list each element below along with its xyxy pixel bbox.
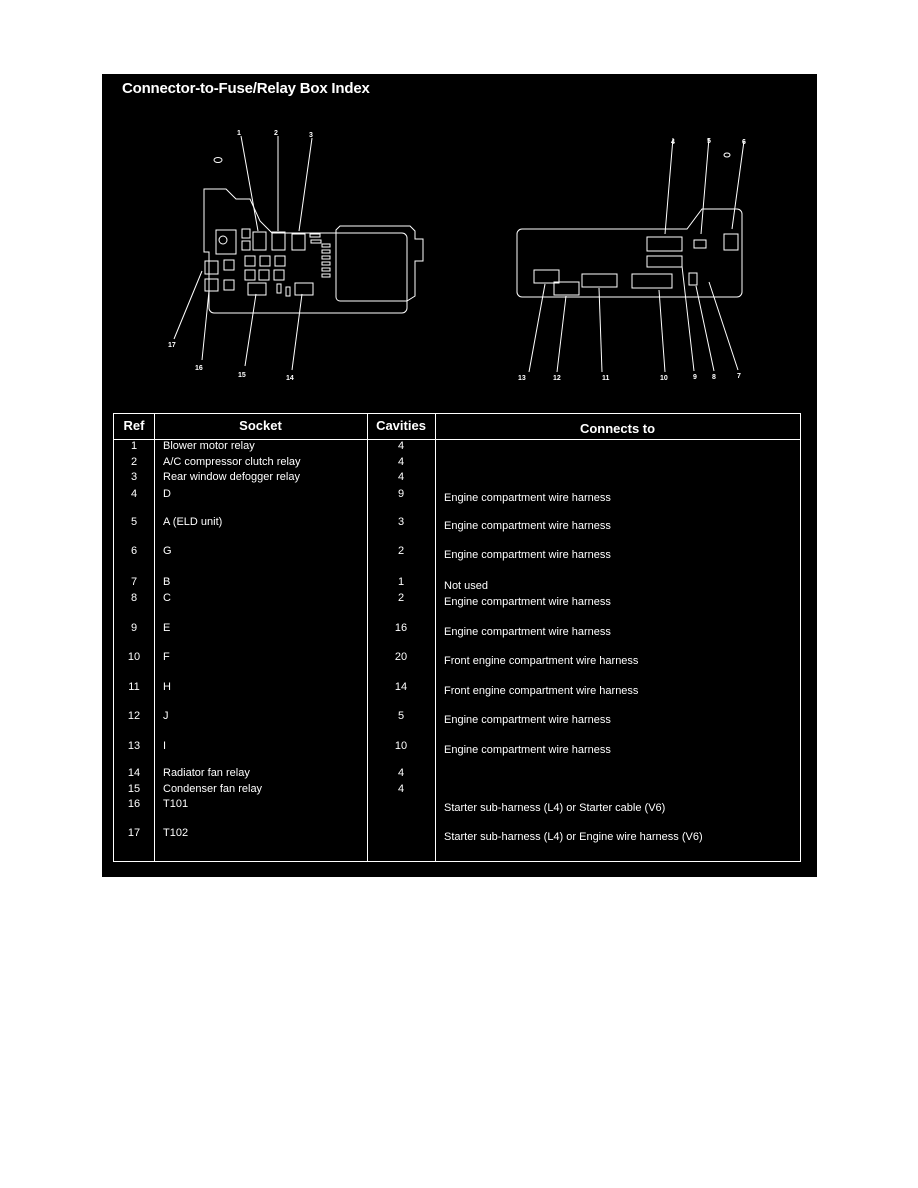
connects-to-cell: Engine compartment wire harness (444, 596, 611, 608)
callout-label: 13 (518, 375, 526, 382)
ref-cell: 17 (127, 827, 141, 839)
socket-cell: J (163, 710, 169, 722)
socket-cell: Radiator fan relay (163, 767, 250, 779)
connects-to-cell: Engine compartment wire harness (444, 549, 611, 561)
socket-cell: C (163, 592, 171, 604)
ref-cell: 2 (130, 456, 138, 468)
callout-label: 7 (737, 373, 741, 380)
callout-label: 9 (693, 374, 697, 381)
socket-cell: H (163, 681, 171, 693)
fuse-relay-index-panel (102, 74, 817, 877)
table-row (114, 710, 800, 724)
header-cavities: Cavities (376, 418, 426, 433)
ref-cell: 15 (127, 783, 141, 795)
table-row (114, 798, 800, 812)
ref-cell: 9 (130, 622, 138, 634)
ref-cell: 1 (130, 440, 138, 452)
table-row (114, 592, 800, 606)
ref-cell: 3 (130, 471, 138, 483)
table-row (114, 488, 800, 502)
connector-index-table (113, 413, 801, 862)
header-connects-to: Connects to (579, 421, 656, 436)
ref-cell: 16 (127, 798, 141, 810)
table-row (114, 651, 800, 665)
callout-label: 2 (274, 130, 278, 137)
cavities-cell: 2 (397, 545, 405, 557)
callout-label: 6 (742, 139, 746, 146)
ref-cell: 10 (127, 651, 141, 663)
ref-cell: 12 (127, 710, 141, 722)
cavities-cell: 9 (397, 488, 405, 500)
table-row (114, 576, 800, 590)
callout-label: 12 (553, 375, 561, 382)
socket-cell: T101 (163, 798, 189, 810)
cavities-cell: 14 (394, 681, 408, 693)
connects-to-cell: Not used (444, 580, 489, 592)
connects-to-cell: Engine compartment wire harness (444, 520, 611, 532)
callout-label: 1 (237, 130, 241, 137)
socket-cell: Rear window defogger relay (163, 471, 300, 483)
fuse-box-diagram (102, 74, 817, 404)
table-row (114, 783, 800, 797)
callout-label: 14 (286, 375, 294, 382)
ref-cell: 11 (128, 681, 140, 693)
cavities-cell: 4 (397, 783, 405, 795)
cavities-cell: 4 (397, 440, 405, 452)
ref-cell: 6 (130, 545, 138, 557)
connects-to-cell: Engine compartment wire harness (444, 714, 611, 726)
table-row (114, 456, 800, 470)
callout-label: 17 (168, 342, 176, 349)
socket-cell: A/C compressor clutch relay (163, 456, 301, 468)
connects-to-cell: Engine compartment wire harness (444, 492, 611, 504)
left-fuse-box-drawing (204, 158, 423, 314)
table-row (114, 767, 800, 781)
ref-cell: 13 (127, 740, 141, 752)
connects-to-cell: Engine compartment wire harness (444, 744, 611, 756)
socket-cell: D (163, 488, 171, 500)
connects-to-cell: Engine compartment wire harness (444, 626, 611, 638)
socket-cell: Blower motor relay (163, 440, 255, 452)
cavities-cell: 4 (397, 767, 405, 779)
ref-cell: 5 (130, 516, 138, 528)
table-row (114, 622, 800, 636)
ref-cell: 7 (130, 576, 138, 588)
connects-to-cell: Starter sub-harness (L4) or Engine wire harness (V6) (444, 831, 703, 843)
socket-cell: B (163, 576, 171, 588)
connects-to-cell: Front engine compartment wire harness (444, 655, 639, 667)
cavities-cell: 5 (397, 710, 405, 722)
right-callout-lines (529, 138, 744, 372)
callout-label: 5 (707, 138, 711, 145)
table-row (114, 471, 800, 485)
socket-cell: E (163, 622, 171, 634)
header-ref: Ref (123, 418, 145, 433)
cavities-cell: 1 (397, 576, 405, 588)
cavities-cell: 4 (397, 456, 405, 468)
callout-label: 4 (671, 139, 675, 146)
cavities-cell: 2 (397, 592, 405, 604)
cavities-cell: 20 (394, 651, 408, 663)
socket-cell: Condenser fan relay (163, 783, 263, 795)
socket-cell: F (163, 651, 170, 663)
callout-label: 15 (238, 372, 246, 379)
connects-to-cell: Starter sub-harness (L4) or Starter cable (V6) (444, 802, 666, 814)
cavities-cell: 3 (397, 516, 405, 528)
ref-cell: 14 (127, 767, 141, 779)
callout-label: 11 (602, 375, 610, 382)
ref-cell: 4 (130, 488, 138, 500)
table-row (114, 545, 800, 559)
callout-label: 3 (309, 132, 313, 139)
left-callout-lines (174, 136, 312, 370)
table-row (114, 440, 800, 454)
socket-cell: T102 (163, 827, 189, 839)
cavities-cell: 4 (397, 471, 405, 483)
cavities-cell: 16 (394, 622, 408, 634)
table-row (114, 827, 800, 841)
socket-cell: A (ELD unit) (163, 516, 223, 528)
cavities-cell: 10 (394, 740, 408, 752)
page-title: Connector-to-Fuse/Relay Box Index (122, 80, 370, 97)
ref-cell: 8 (130, 592, 138, 604)
callout-label: 8 (712, 374, 716, 381)
callout-label: 10 (660, 375, 668, 382)
right-fuse-box-drawing (517, 153, 742, 297)
socket-cell: I (163, 740, 167, 752)
table-row (114, 516, 800, 530)
table-row (114, 740, 800, 754)
connects-to-cell: Front engine compartment wire harness (444, 685, 639, 697)
callout-label: 16 (195, 365, 203, 372)
socket-cell: G (163, 545, 172, 557)
header-socket: Socket (239, 418, 282, 433)
table-row (114, 681, 800, 695)
